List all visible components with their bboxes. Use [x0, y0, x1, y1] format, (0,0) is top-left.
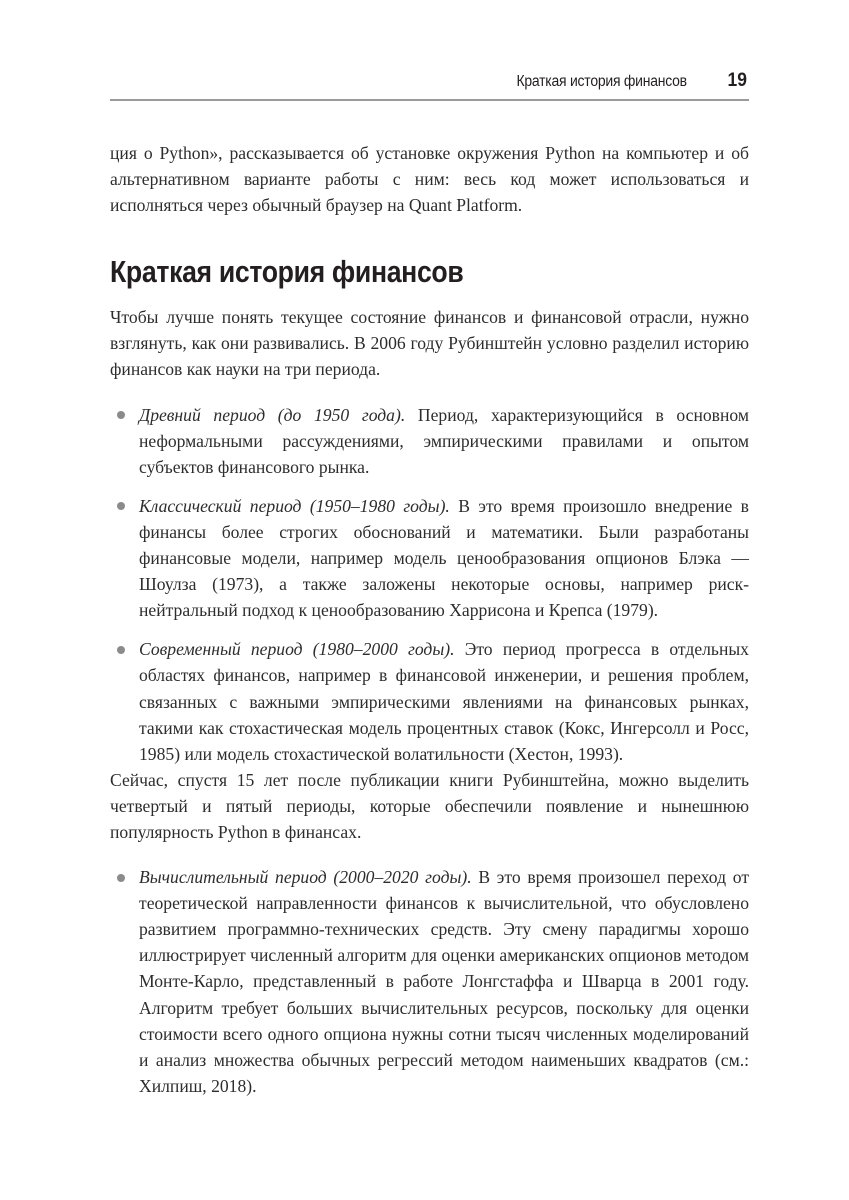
- bullet-icon: [117, 411, 125, 419]
- list-item: [110, 636, 749, 766]
- list-item: [110, 402, 749, 480]
- lead-paragraph: Чтобы лучше понять текущее состояние финансов и финансовой отрасли, нужно взглянуть, как они развивались. В 2006 году Рубинштейн условно разделил историю финансов как науки на три периода.: [110, 307, 749, 380]
- page-number: 19: [727, 70, 747, 91]
- bullet-icon: [117, 502, 125, 510]
- list-item-text: Период, характеризующийся в основном неформальными рассуждениями, эмпирическими правилами и опытом субъектов финансового рынка.: [139, 404, 749, 477]
- list-item-text: В это время произошло внедрение в финансы более строгих обоснований и математики. Были разработаны финансовые модели, например модель ценообразования опционов Блэка — Шоулза (1973), а также заложены некоторые основы, например риск-нейтральный подход к ценообразованию Харрисона и Крепса (1979).: [139, 495, 749, 621]
- list-item-text: В это время произошел переход от теоретической направленности финансов к вычислительной, что обусловлено развитием программно-технических средств. Эту смену парадигмы хорошо иллюстрирует численный алгоритм для оценки американских опционов методом Монте-Карло, представленный в работе Лонгстаффа и Шварца в 2001 году. Алгоритм требует больших вычислительных ресурсов, поскольку для оценки стоимости всего одного опциона нужны сотни тысяч численных моделирований и анализ множества обычных регрессий методом наименьших квадратов (см.: Хилпиш, 2018).: [139, 867, 750, 1096]
- periods-list-second: [110, 864, 749, 1099]
- list-item: [110, 493, 749, 623]
- list-item-lead: Древний период (до 1950 года).: [139, 404, 406, 425]
- intro-paragraph: ция о Python», рассказывается об установке окружения Python на компьютер и об альтернативном варианте работы с ним: весь код может использоваться и исполняться через обычный браузер на Quant Platform.: [110, 143, 749, 216]
- bullet-icon: [117, 874, 125, 882]
- running-head-title: Краткая история финансов: [516, 73, 687, 90]
- list-item-lead: Современный период (1980–2000 годы).: [139, 639, 455, 660]
- bridge-paragraph: Сейчас, спустя 15 лет после публикации книги Рубинштейна, можно выделить четвертый и пятый периоды, которые обеспечили появление и нынешнюю популярность Python в финансах.: [110, 769, 749, 842]
- list-item: [110, 864, 749, 1099]
- periods-list-first: [110, 402, 749, 767]
- list-item-lead: Классический период (1950–1980 годы).: [139, 495, 450, 516]
- list-item-lead: Вычислительный период (2000–2020 годы).: [139, 867, 472, 888]
- running-head: [110, 70, 748, 92]
- list-item-text: Это период прогресса в отдельных областях финансов, например в финансовой инженерии, и решения проблем, связанных с важными эмпирическими явлениями на финансовых рынках, такими как стохастическая модель процентных ставок (Кокс, Ингерсолл и Росс, 1985) или модель стохастической волатильности (Хестон, 1993).: [139, 639, 749, 764]
- text-column: [110, 140, 749, 1099]
- header-rule: [110, 99, 749, 101]
- bullet-icon: [117, 646, 125, 654]
- section-heading: Краткая история финансов: [110, 254, 464, 290]
